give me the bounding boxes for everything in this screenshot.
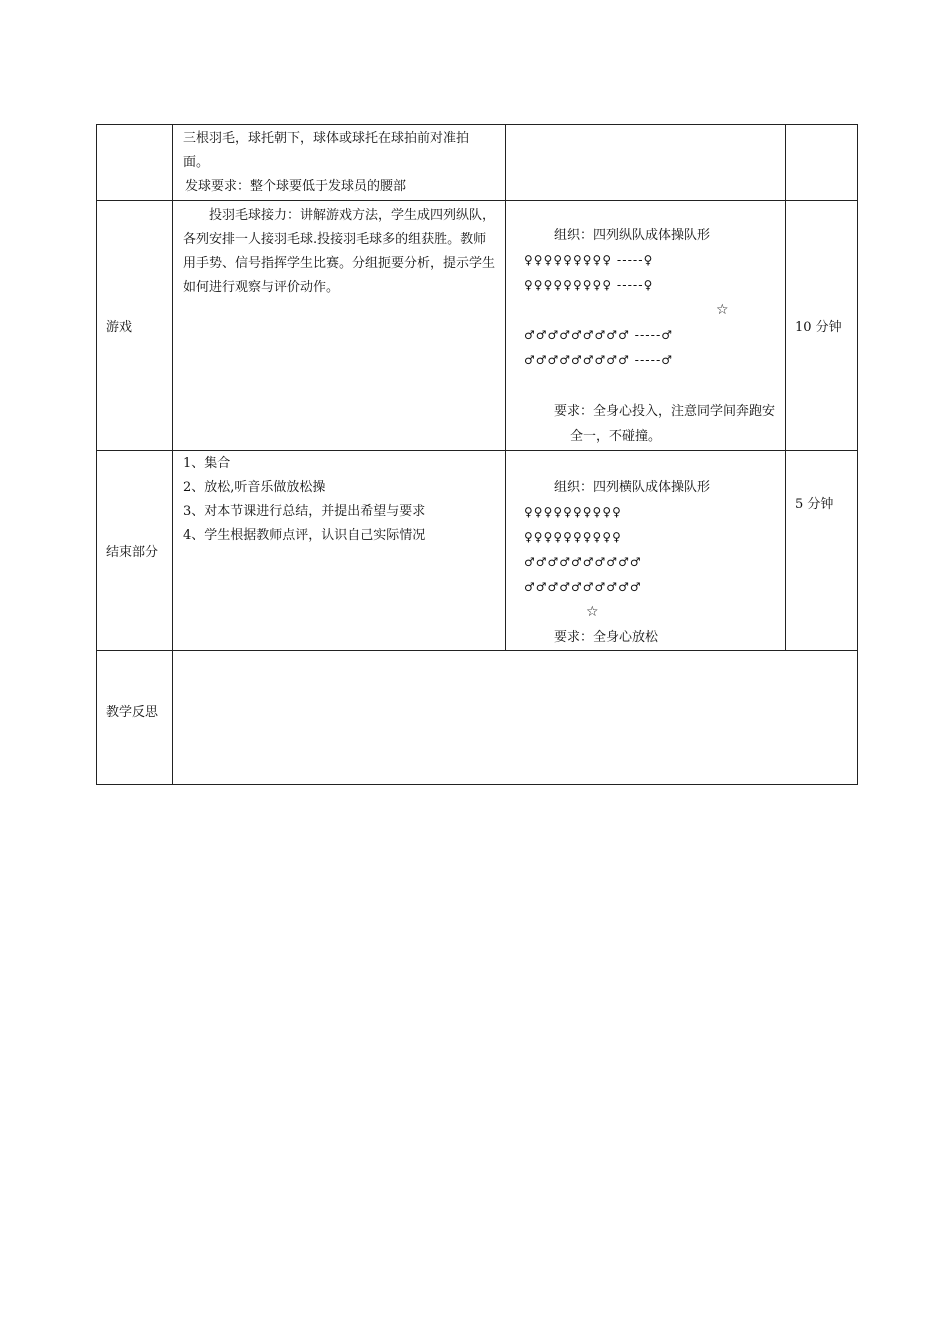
time-cell: [786, 201, 858, 451]
table-row: [97, 125, 858, 201]
content-line: 发球要求：整个球要低于发球员的腰部: [185, 179, 407, 194]
formation-row-female: ♀♀♀♀♀♀♀♀♀♀: [524, 505, 622, 519]
section-cell: [97, 201, 173, 451]
duration: 10 分钟: [795, 320, 842, 335]
section-label: 结束部分: [106, 545, 159, 560]
content-line: 三根羽毛，球托朝下，球体或球托在球拍前对准拍: [183, 131, 470, 146]
requirement-text: 要求：全身心放松: [554, 630, 659, 645]
lesson-plan-table: [96, 124, 858, 785]
formation-row-male: ♂♂♂♂♂♂♂♂♂ -----♂: [524, 353, 674, 367]
requirement-text: 要求：全身心投入，注意同学间奔跑安全一，不碰撞。: [554, 404, 776, 444]
organization-cell: [506, 125, 786, 201]
content-cell: [173, 125, 506, 201]
table-row: [97, 651, 858, 785]
formation-row-female: ♀♀♀♀♀♀♀♀♀ -----♀: [524, 278, 654, 292]
teacher-star-icon: ☆: [716, 302, 729, 318]
section-cell: [97, 451, 173, 651]
table-row: [97, 201, 858, 451]
list-item: 4、学生根据教师点评，认识自己实际情况: [183, 528, 426, 543]
section-cell: [97, 651, 173, 785]
list-item: 1、集合: [183, 456, 231, 471]
content-cell: [173, 201, 506, 451]
organization-cell: [506, 201, 786, 451]
formation-row-male: ♂♂♂♂♂♂♂♂♂♂: [524, 580, 642, 594]
formation-row-female: ♀♀♀♀♀♀♀♀♀ -----♀: [524, 253, 654, 267]
section-cell: [97, 125, 173, 201]
list-item: 2、放松,听音乐做放松操: [183, 480, 326, 495]
organization-cell: [506, 451, 786, 651]
formation-row-male: ♂♂♂♂♂♂♂♂♂♂: [524, 555, 642, 569]
formation-row-male: ♂♂♂♂♂♂♂♂♂ -----♂: [524, 328, 674, 342]
duration: 5 分钟: [795, 497, 834, 512]
time-cell: [786, 451, 858, 651]
time-cell: [786, 125, 858, 201]
organization-title: 组织：四列横队成体操队形: [554, 480, 711, 495]
formation-row-female: ♀♀♀♀♀♀♀♀♀♀: [524, 530, 622, 544]
organization-title: 组织：四列纵队成体操队形: [554, 228, 711, 243]
section-label: 教学反思: [106, 705, 159, 720]
content-cell: [173, 451, 506, 651]
teacher-star-icon: ☆: [586, 604, 599, 620]
reflection-cell: [173, 651, 858, 785]
list-item: 3、对本节课进行总结，并提出希望与要求: [183, 504, 426, 519]
game-description: 投羽毛球接力：讲解游戏方法，学生成四列纵队，各列安排一人接羽毛球.投接羽毛球多的组获胜。教师用手势、信号指挥学生比赛。分组扼要分析，提示学生如何进行观察与评价动作。: [183, 208, 496, 295]
section-label: 游戏: [106, 320, 133, 335]
content-line: 面。: [183, 155, 210, 170]
table-row: [97, 451, 858, 651]
